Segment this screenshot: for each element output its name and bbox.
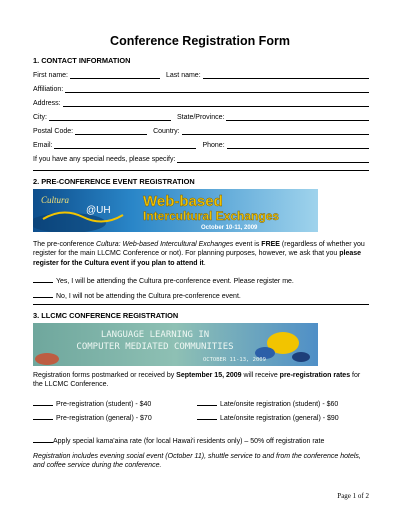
page-title: Conference Registration Form [110,34,290,48]
pre-general-blank[interactable] [33,412,53,420]
city-field[interactable] [49,112,171,121]
pre-conference-paragraph: The pre-conference Cultura: Web-based Intercultural Exchanges event is FREE (regardless of whether you register for the main LLCMC Conference or not). For planning purposes, however, we ask that you please register for the Cultura event if you plan to attend it. [33,241,365,267]
affiliation-row [33,83,369,93]
llcmc-banner-image [33,323,318,366]
special-needs-label: If you have any special needs, please specify: [33,156,176,163]
city-row [33,111,369,121]
phone-field[interactable] [227,140,369,149]
section-divider [33,304,369,305]
section-divider [33,170,369,171]
cultura-banner [33,189,318,232]
registration-note: Registration includes evening social event (October 11), shuttle service to and from the conference hotels, and coffee service during the conference. [33,453,361,470]
postal-label: Postal Code: [33,128,74,135]
cultura-banner-title2: Intercultural Exchanges [143,209,280,223]
email-label: Email: [33,142,53,149]
late-student-label: Late/onsite registration (student) - $60 [220,401,339,408]
country-label: Country: [153,128,180,135]
state-label: State/Province: [177,114,225,121]
pre-yes-blank[interactable] [33,275,53,283]
address-field[interactable] [63,98,369,107]
state-field[interactable] [226,112,369,121]
llcmc-heading: 3. LLCMC CONFERENCE REGISTRATION [33,311,179,320]
email-field[interactable] [54,140,196,149]
page-number: Page 1 of 2 [337,492,369,500]
pre-student-blank[interactable] [33,398,53,406]
late-general-blank[interactable] [197,412,217,420]
kamaaina-option [33,435,324,445]
last-name-field[interactable] [203,70,369,79]
cultura-logo-text: Cultura [41,195,70,205]
late-general-option [197,412,339,422]
pre-general-option [33,412,152,422]
llcmc-banner-line1: LANGUAGE LEARNING IN [100,330,210,340]
llcmc-banner-date: OCTOBER 11-13, 2009 [203,357,266,363]
postal-row [33,125,369,135]
pre-student-option [33,398,151,408]
country-field[interactable] [182,126,369,135]
late-general-label: Late/onsite registration (general) - $90 [220,415,339,422]
last-name-label: Last name: [166,72,201,79]
city-label: City: [33,114,47,121]
cultura-banner-date: October 10-11, 2009 [201,225,258,231]
special-needs-field[interactable] [177,154,369,163]
affiliation-field[interactable] [65,84,369,93]
pre-no-blank[interactable] [33,290,53,298]
cultura-logo-uh: @UH [86,205,111,216]
llcmc-banner [33,323,318,366]
cultura-banner-image [33,189,318,232]
pre-student-label: Pre-registration (student) - $40 [56,401,152,408]
contact-heading: 1. CONTACT INFORMATION [33,56,131,65]
special-needs-row [33,153,369,163]
kamaaina-blank[interactable] [33,435,53,443]
first-name-label: First name: [33,72,69,79]
pre-no-label: No, I will not be attending the Cultura pre-conference event. [56,293,241,300]
affiliation-label: Affiliation: [33,86,64,93]
first-name-field[interactable] [70,70,160,79]
pre-general-label: Pre-registration (general) - $70 [56,415,152,422]
pre-yes-option [33,275,294,285]
pre-conference-heading: 2. PRE-CONFERENCE EVENT REGISTRATION [33,177,195,186]
late-student-blank[interactable] [197,398,217,406]
llcmc-paragraph: Registration forms postmarked or received by September 15, 2009 will receive pre-registration rates for the LLCMC Conference. [33,372,361,389]
email-row [33,139,369,149]
phone-label: Phone: [202,142,225,149]
llcmc-banner-line2: COMPUTER MEDIATED COMMUNITIES [76,342,234,352]
pre-yes-label: Yes, I will be attending the Cultura pre-conference event. Please register me. [56,278,294,285]
cultura-banner-title1: Web-based [143,193,223,210]
address-row [33,97,369,107]
address-label: Address: [33,100,61,107]
postal-field[interactable] [75,126,147,135]
late-student-option [197,398,338,408]
kamaaina-label: Apply special kama'aina rate (for local Hawai'i residents only) – 50% off registration rate [53,438,325,445]
name-row [33,69,369,79]
pre-no-option [33,290,241,300]
